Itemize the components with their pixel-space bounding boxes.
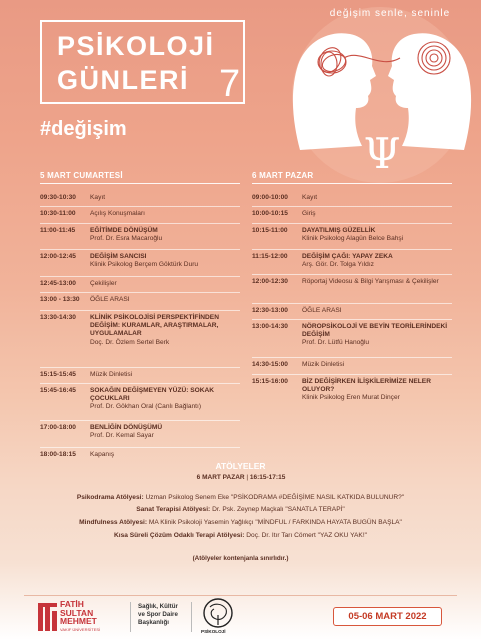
session-title: EĞİTİMDE DÖNÜŞÜM xyxy=(90,227,158,234)
schedule-row xyxy=(252,210,452,218)
workshop-text: Uzman Psikolog Senem Eke "PSİKODRAMA #DEĞİŞİME NASIL KATKIDA BULUNUR?" xyxy=(145,494,405,501)
schedule-row xyxy=(40,296,240,304)
university-name-line: FATİH xyxy=(60,599,84,609)
session-title: ÖĞLE ARASI xyxy=(302,307,342,314)
session-details xyxy=(90,227,240,243)
session-time: 13:00-14:30 xyxy=(252,323,288,330)
row-divider xyxy=(252,303,452,304)
row-divider xyxy=(252,319,452,320)
event-date-badge: 05-06 MART 2022 xyxy=(333,607,442,626)
session-title: Kayıt xyxy=(90,194,106,201)
day2-heading: 6 MART PAZAR xyxy=(252,171,314,180)
footer-divider xyxy=(24,595,457,596)
footer-separator xyxy=(130,602,131,632)
psychology-heads-icon xyxy=(280,0,481,196)
workshop-label: Sanat Terapisi Atölyesi: xyxy=(136,506,211,513)
session-details xyxy=(90,296,240,304)
schedule-row xyxy=(252,253,452,269)
slogan-text: değişim senle, seninle xyxy=(329,8,451,19)
row-divider xyxy=(252,223,452,224)
workshops-day: 6 MART PAZAR xyxy=(196,474,245,481)
workshop-text: MA Klinik Psikoloji Yasemin Yağlıkçı "MİNDFUL / FARKINDA HAYATA BUGÜN BAŞLA" xyxy=(148,519,402,526)
row-divider xyxy=(40,383,240,384)
schedule-row xyxy=(252,194,452,202)
session-title: ÖĞLE ARASI xyxy=(90,296,130,303)
session-title: SOKAĞIN DEĞİŞMEYEN YÜZÜ: SOKAK ÇOCUKLARI xyxy=(90,387,215,403)
session-time: 14:30-15:00 xyxy=(252,361,288,368)
workshop-label: Mindfulness Atölyesi: xyxy=(79,519,148,526)
session-time: 12:30-13:00 xyxy=(252,307,288,314)
session-time: 17:00-18:00 xyxy=(40,424,76,431)
university-name-line: SULTAN xyxy=(60,607,94,618)
session-time: 13:00 - 13:30 xyxy=(40,296,80,303)
session-details xyxy=(302,227,452,243)
session-details xyxy=(90,387,240,412)
row-divider xyxy=(40,223,240,224)
schedule-row xyxy=(40,210,240,218)
session-details xyxy=(302,278,452,286)
schedule-row xyxy=(252,361,452,369)
workshop-text: Dr. Psk. Zeynep Maçkalı "SANATLA TERAPİ" xyxy=(212,506,345,513)
workshop-line xyxy=(0,494,481,501)
workshop-label: Kısa Süreli Çözüm Odaklı Terapi Atölyesi: xyxy=(113,532,245,539)
schedule-row xyxy=(40,451,240,459)
university-name-line: MEHMET xyxy=(60,616,97,627)
session-time: 09:00-10:00 xyxy=(252,194,288,201)
session-details xyxy=(302,361,452,369)
session-time: 18:00-18:15 xyxy=(40,451,76,458)
event-title-box xyxy=(40,20,245,104)
row-divider xyxy=(40,292,240,293)
row-divider xyxy=(40,249,240,250)
schedule-row xyxy=(40,424,240,440)
workshop-line xyxy=(0,506,481,513)
session-details xyxy=(90,314,240,347)
row-divider xyxy=(40,447,240,448)
session-time: 10:15-11:00 xyxy=(252,227,288,234)
session-details xyxy=(302,307,452,315)
row-divider xyxy=(252,206,452,207)
session-title: Kayıt xyxy=(302,194,318,201)
session-title: Kapanış xyxy=(90,451,115,458)
workshop-line xyxy=(0,532,481,539)
row-divider xyxy=(252,249,452,250)
session-details xyxy=(90,210,240,218)
schedule-row xyxy=(252,378,452,403)
schedule-row xyxy=(40,387,240,412)
session-title: Giriş xyxy=(302,210,316,217)
session-details xyxy=(90,424,240,440)
session-title: DEĞİŞİM ÇAĞI: YAPAY ZEKA xyxy=(302,253,393,260)
session-time: 12:00-12:45 xyxy=(40,253,76,260)
hashtag: #değişim xyxy=(40,118,127,140)
session-details xyxy=(90,280,240,288)
session-title: DEĞİŞİM SANCISI xyxy=(90,253,147,260)
schedule-row xyxy=(252,278,452,286)
session-details xyxy=(90,194,240,202)
day1-heading: 5 MART CUMARTESİ xyxy=(40,171,123,180)
schedule-row xyxy=(40,280,240,288)
schedule-row xyxy=(252,227,452,243)
day2-divider xyxy=(252,183,452,184)
row-divider xyxy=(40,276,240,277)
schedule-row xyxy=(252,307,452,315)
row-divider xyxy=(40,420,240,421)
session-details xyxy=(90,451,240,459)
heads-illustration xyxy=(280,0,481,196)
schedule-row xyxy=(40,227,240,243)
workshop-text: Doç. Dr. Itır Tarı Cömert "YAZ OKU YAK!" xyxy=(246,532,367,539)
session-time: 11:15-12:00 xyxy=(252,253,288,260)
session-title: Röportaj Videosu & Bilgi Yarışması & Çekilişler xyxy=(302,278,439,285)
session-speaker: Klinik Psikolog Eren Murat Dinçer xyxy=(302,394,400,402)
session-time: 10:00-10:15 xyxy=(252,210,288,217)
workshop-label: Psikodrama Atölyesi: xyxy=(76,494,144,501)
session-time: 15:15-15:45 xyxy=(40,371,76,378)
title-line-2: GÜNLERİ xyxy=(57,65,189,95)
session-speaker: Klinik Psikolog Berçem Göktürk Duru xyxy=(90,261,199,269)
session-speaker: Prof. Dr. Gökhan Oral (Canlı Bağlantı) xyxy=(90,403,202,411)
session-time: 11:00-11:45 xyxy=(40,227,76,234)
session-time: 13:30-14:30 xyxy=(40,314,76,321)
session-details xyxy=(90,371,240,379)
department-line: Sağlık, Kültür xyxy=(138,603,178,610)
university-subtitle: VAKIF ÜNİVERSİTESİ xyxy=(60,627,101,632)
session-details xyxy=(302,194,452,202)
club-name: PSİKOLOJİ xyxy=(201,629,226,634)
session-title: DAYATILMIŞ GÜZELLİK xyxy=(302,227,376,234)
workshops-note: (Atölyeler kontenjanla sınırlıdır.) xyxy=(192,555,289,562)
row-divider xyxy=(252,357,452,358)
workshop-line xyxy=(0,519,481,526)
session-speaker: Prof. Dr. Lütfü Hanoğlu xyxy=(302,339,370,347)
session-details xyxy=(302,323,452,348)
schedule-row xyxy=(40,371,240,379)
session-title: BENLİĞİN DÖNÜŞÜMÜ xyxy=(90,424,163,431)
schedule-row xyxy=(40,194,240,202)
day1-divider xyxy=(40,183,240,184)
university-name xyxy=(60,600,97,626)
row-divider xyxy=(252,274,452,275)
session-speaker: Doç. Dr. Özlem Sertel Berk xyxy=(90,338,170,346)
title-line-1: PSİKOLOJİ xyxy=(57,31,215,61)
session-title: Müzik Dinletisi xyxy=(90,371,133,378)
department-line: Başkanlığı xyxy=(138,619,169,626)
workshops-title: ATÖLYELER xyxy=(215,461,266,471)
session-title: Çekilişler xyxy=(90,280,117,287)
session-speaker: Prof. Dr. Esra Macaroğlu xyxy=(90,235,163,243)
session-title: KLİNİK PSİKOLOJİSİ PERSPEKTİFİNDEN DEĞİŞİM: KURAMLAR, ARAŞTIRMALAR, UYGULAMALAR xyxy=(90,314,219,338)
session-title: BİZ DEĞİŞİRKEN İLİŞKİLERİMİZE NELER OLUYOR? xyxy=(302,378,431,394)
edition-number: 7 xyxy=(219,63,241,105)
row-divider xyxy=(40,310,240,311)
row-divider xyxy=(40,206,240,207)
session-title: NÖROPSİKOLOJİ VE BEYİN TEORİLERİNDEKİ DEĞİŞİM xyxy=(302,323,448,339)
session-title: Açılış Konuşmaları xyxy=(90,210,145,217)
department-name xyxy=(138,603,178,627)
session-time: 15:45-16:45 xyxy=(40,387,76,394)
schedule-row xyxy=(40,314,240,347)
session-time: 15:15-16:00 xyxy=(252,378,288,385)
session-title: Müzik Dinletisi xyxy=(302,361,345,368)
session-time: 12:00-12:30 xyxy=(252,278,288,285)
session-details xyxy=(302,378,452,403)
session-speaker: Klinik Psikolog Alagün Belce Bahşi xyxy=(302,235,404,243)
department-line: ve Spor Daire xyxy=(138,611,178,618)
row-divider xyxy=(252,374,452,375)
session-time: 10:30-11:00 xyxy=(40,210,76,217)
workshops-date: 6 MART PAZAR | 16:15-17:15 xyxy=(196,474,286,481)
session-time: 12:45-13:00 xyxy=(40,280,76,287)
schedule-row xyxy=(40,253,240,269)
session-time: 09:30-10:30 xyxy=(40,194,76,201)
session-details xyxy=(302,253,452,269)
footer-separator xyxy=(191,602,192,632)
schedule-row xyxy=(252,323,452,348)
session-details xyxy=(90,253,240,269)
session-details xyxy=(302,210,452,218)
row-divider xyxy=(40,367,240,368)
session-speaker: Prof. Dr. Kemal Sayar xyxy=(90,432,154,440)
svg-text:Ψ: Ψ xyxy=(363,129,401,178)
session-speaker: Arş. Gör. Dr. Tolga Yıldız xyxy=(302,261,374,269)
workshops-time: 16:15-17:15 xyxy=(249,474,286,481)
